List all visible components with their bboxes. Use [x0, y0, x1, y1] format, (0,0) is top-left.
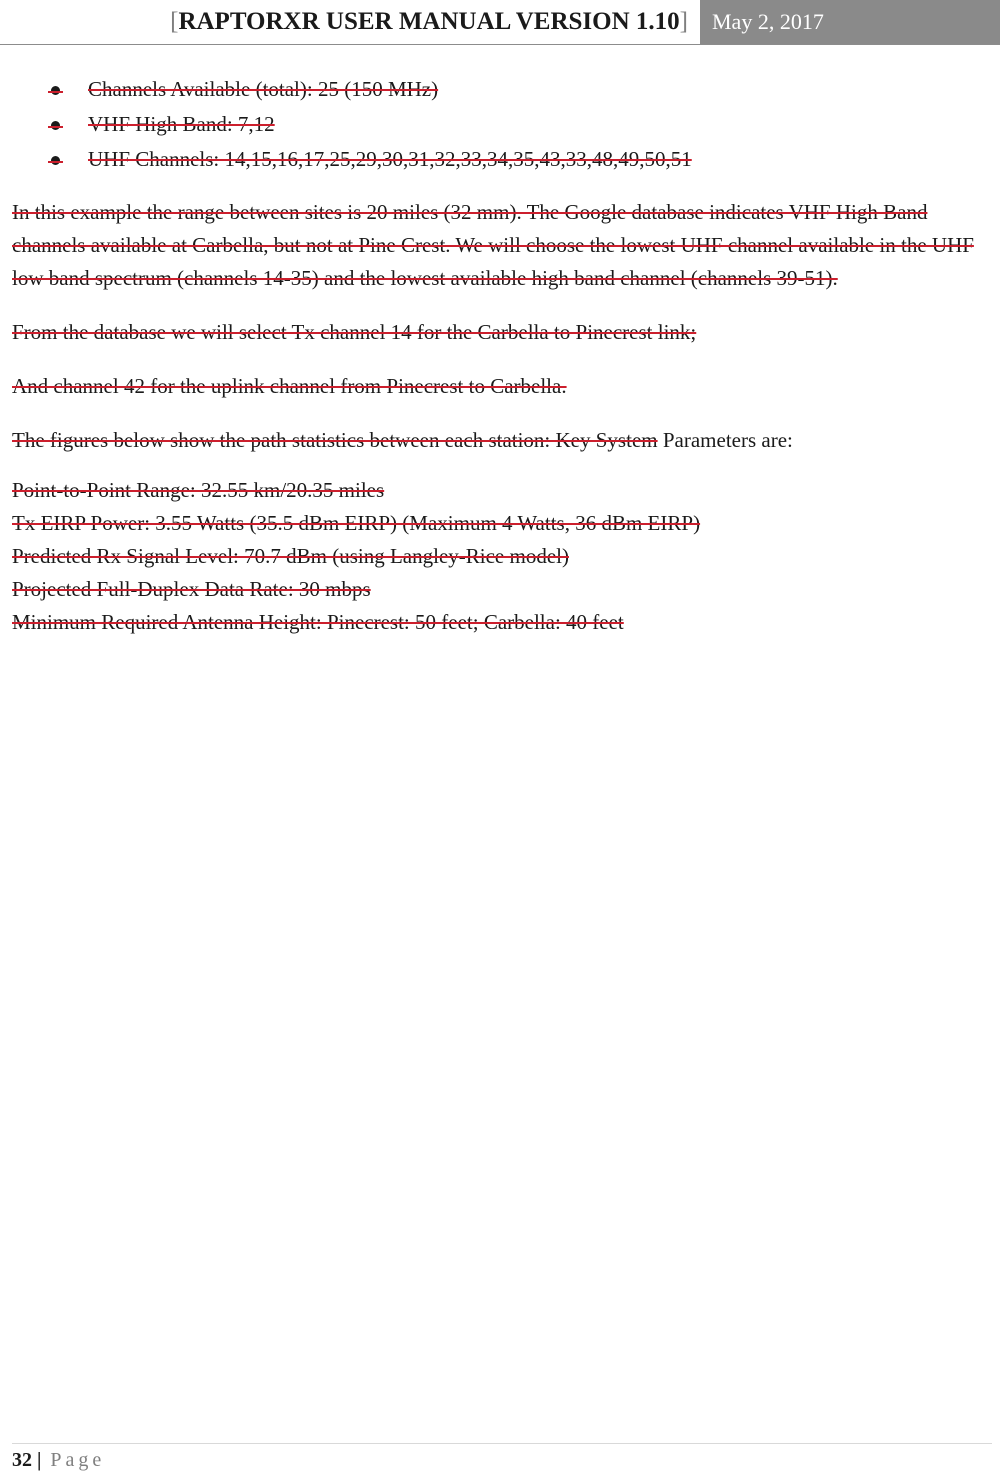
page-label: Page — [41, 1449, 106, 1471]
parameter-text: Predicted Rx Signal Level: 70.7 dBm (using Langley-Rice model) — [12, 544, 569, 568]
figures-plain-text: Parameters are: — [657, 428, 793, 452]
bullet-item — [12, 72, 992, 107]
bullet-text: VHF High Band: 7,12 — [88, 112, 275, 136]
parameter-text: Projected Full-Duplex Data Rate: 30 mbps — [12, 577, 371, 601]
parameter-text: Minimum Required Antenna Height: Pinecrest: 50 feet; Carbella: 40 feet — [12, 610, 624, 634]
select-tx-text: From the database we will select Tx channel 14 for the Carbella to Pinecrest link; — [12, 320, 697, 344]
figures-paragraph — [12, 424, 992, 457]
bullet-text: Channels Available (total): 25 (150 MHz) — [88, 77, 439, 101]
bullet-item — [12, 107, 992, 142]
title-bracket-open: [ — [170, 8, 179, 35]
header-divider — [0, 44, 1000, 45]
parameter-line — [12, 540, 992, 573]
uplink-text: And channel 42 for the uplink channel from Pinecrest to Carbella. — [12, 374, 567, 398]
bullet-icon — [51, 86, 60, 95]
parameter-text: Tx EIRP Power: 3.55 Watts (35.5 dBm EIRP) (Maximum 4 Watts, 36 dBm EIRP) — [12, 511, 701, 535]
title-text: RAPTORXR USER MANUAL VERSION 1.10 — [178, 8, 680, 35]
header-date: May 2, 2017 — [700, 0, 1000, 44]
page-number: 32 | — [12, 1449, 42, 1471]
select-tx-paragraph — [12, 316, 992, 349]
example-paragraph — [12, 196, 992, 295]
parameter-line — [12, 507, 992, 540]
manual-title — [0, 0, 700, 44]
parameter-line — [12, 474, 992, 507]
page-content — [12, 72, 992, 639]
figures-struck-text: The figures below show the path statistics between each station: Key System — [12, 428, 658, 452]
example-text: In this example the range between sites is 20 miles (32 mm). The Google database indicates VHF High Band channels available at Carbella, but not at Pine Crest. We will choose the lowest UHF channel available in the UHF low band spectrum (channels 14-35) and the lowest available high band channel (channels 39-51). — [12, 200, 974, 290]
bullet-text: UHF Channels: 14,15,16,17,25,29,30,31,32,33,34,35,43,33,48,49,50,51 — [88, 147, 692, 171]
footer-divider — [12, 1443, 992, 1444]
parameter-line — [12, 606, 992, 639]
system-parameters — [12, 474, 992, 639]
title-bracket-close: ] — [679, 8, 688, 35]
bullet-item — [12, 142, 992, 177]
channel-bullet-list — [12, 72, 992, 177]
parameter-text: Point-to-Point Range: 32.55 km/20.35 miles — [12, 478, 385, 502]
page-footer — [12, 1447, 105, 1473]
bullet-icon — [51, 156, 60, 165]
bullet-icon — [51, 121, 60, 130]
page-header — [0, 0, 1000, 44]
uplink-paragraph — [12, 370, 992, 403]
parameter-line — [12, 573, 992, 606]
